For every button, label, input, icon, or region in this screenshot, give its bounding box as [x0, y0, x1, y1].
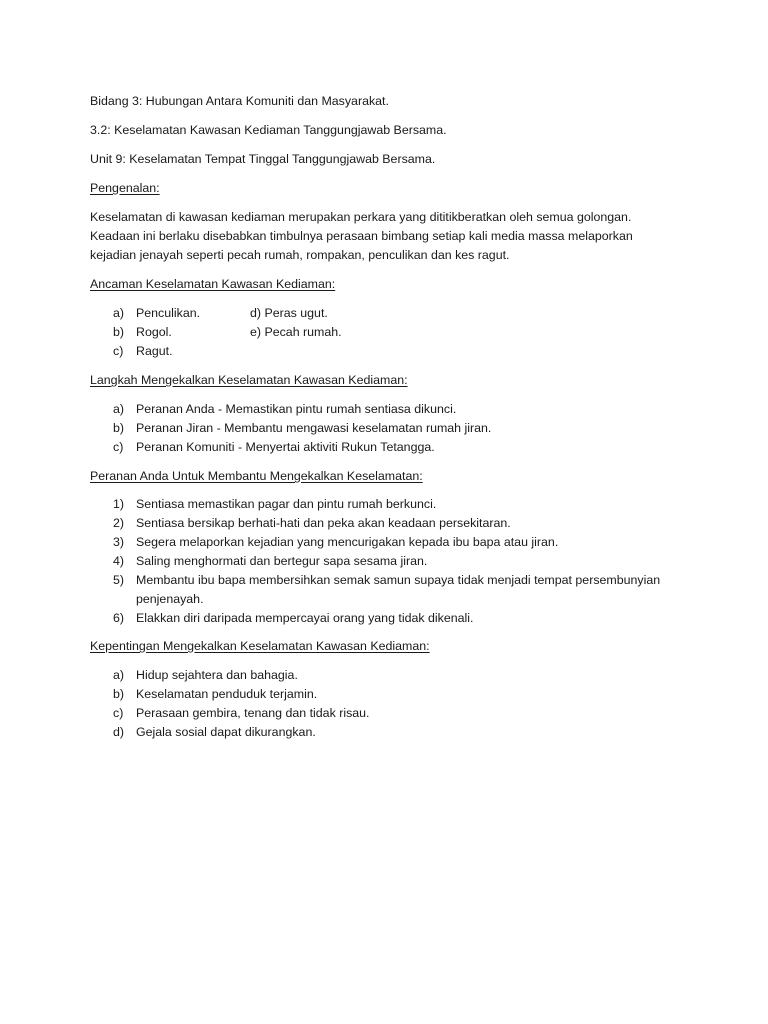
list-marker: c)	[113, 344, 124, 358]
list-text: Hidup sejahtera dan bahagia.	[136, 668, 298, 682]
list-item	[0, 495, 768, 514]
peranan-heading: Peranan Anda Untuk Membantu Mengekalkan Keselamatan:	[90, 469, 423, 483]
intro-line: Keselamatan di kawasan kediaman merupakan perkara yang dititikberatkan oleh semua golongan.	[90, 210, 632, 224]
list-item	[0, 552, 768, 571]
list-text: Sentiasa bersikap berhati-hati dan peka akan keadaan persekitaran.	[136, 516, 511, 530]
langkah-list	[0, 400, 768, 457]
list-marker: a)	[113, 402, 125, 416]
list-item	[0, 323, 768, 342]
list-text: Peranan Komuniti - Menyertai aktiviti Rukun Tetangga.	[136, 440, 435, 454]
langkah-heading: Langkah Mengekalkan Keselamatan Kawasan Kediaman:	[90, 373, 408, 387]
kepentingan-list	[0, 666, 768, 742]
intro-line: Keadaan ini berlaku disebabkan timbulnya perasaan bimbang setiap kali media massa melaporkan	[90, 229, 633, 243]
list-item	[0, 304, 768, 323]
list-item	[0, 342, 768, 361]
list-item	[0, 609, 768, 628]
list-marker: d)	[113, 725, 125, 739]
list-text: Keselamatan penduduk terjamin.	[136, 687, 318, 701]
intro-heading: Pengenalan:	[90, 181, 160, 195]
list-item	[0, 514, 768, 533]
list-item	[0, 685, 768, 704]
list-marker: 5)	[113, 573, 125, 587]
list-text-col2: d) Peras ugut.	[250, 306, 328, 320]
list-text-col2: e) Pecah rumah.	[250, 325, 342, 339]
list-item	[0, 723, 768, 742]
list-marker: b)	[113, 687, 125, 701]
list-marker: 6)	[113, 611, 125, 625]
list-marker: a)	[113, 668, 125, 682]
intro-line: kejadian jenayah seperti pecah rumah, rompakan, penculikan dan kes ragut.	[90, 248, 510, 262]
list-marker: 3)	[113, 535, 125, 549]
peranan-list	[0, 495, 768, 628]
list-item	[0, 419, 768, 438]
ancaman-heading: Ancaman Keselamatan Kawasan Kediaman:	[90, 277, 336, 291]
list-text: Sentiasa memastikan pagar dan pintu rumah berkunci.	[136, 497, 437, 511]
unit-title: Unit 9: Keselamatan Tempat Tinggal Tanggungjawab Bersama.	[90, 152, 436, 166]
kepentingan-heading: Kepentingan Mengekalkan Keselamatan Kawasan Kediaman:	[90, 639, 430, 653]
list-text: Penculikan.	[136, 306, 201, 320]
list-text: Saling menghormati dan bertegur sapa sesama jiran.	[136, 554, 428, 568]
list-item	[0, 571, 768, 609]
list-text: Rogol.	[136, 325, 172, 339]
list-item	[0, 533, 768, 552]
list-marker: c)	[113, 706, 124, 720]
list-item	[0, 438, 768, 457]
list-item	[0, 400, 768, 419]
list-item	[0, 704, 768, 723]
list-item	[0, 666, 768, 685]
list-text: Peranan Anda - Memastikan pintu rumah sentiasa dikunci.	[136, 402, 457, 416]
list-text: Segera melaporkan kejadian yang mencurigakan kepada ibu bapa atau jiran.	[136, 535, 559, 549]
intro-paragraph	[90, 208, 690, 265]
list-marker: b)	[113, 421, 125, 435]
ancaman-list	[0, 304, 768, 361]
list-marker: 4)	[113, 554, 125, 568]
list-marker: b)	[113, 325, 125, 339]
list-marker: a)	[113, 306, 125, 320]
list-text: Peranan Jiran - Membantu mengawasi keselamatan rumah jiran.	[136, 421, 492, 435]
list-text: Ragut.	[136, 344, 173, 358]
list-marker: c)	[113, 440, 124, 454]
list-marker: 2)	[113, 516, 125, 530]
list-text: Membantu ibu bapa membersihkan semak samun supaya tidak menjadi tempat persembunyian penjenayah.	[136, 573, 661, 606]
list-text: Elakkan diri daripada mempercayai orang yang tidak dikenali.	[136, 611, 474, 625]
subtopic-title: 3.2: Keselamatan Kawasan Kediaman Tanggungjawab Bersama.	[90, 123, 447, 137]
list-text: Perasaan gembira, tenang dan tidak risau.	[136, 706, 370, 720]
bidang-title: Bidang 3: Hubungan Antara Komuniti dan Masyarakat.	[90, 94, 389, 108]
list-text: Gejala sosial dapat dikurangkan.	[136, 725, 316, 739]
list-marker: 1)	[113, 497, 125, 511]
